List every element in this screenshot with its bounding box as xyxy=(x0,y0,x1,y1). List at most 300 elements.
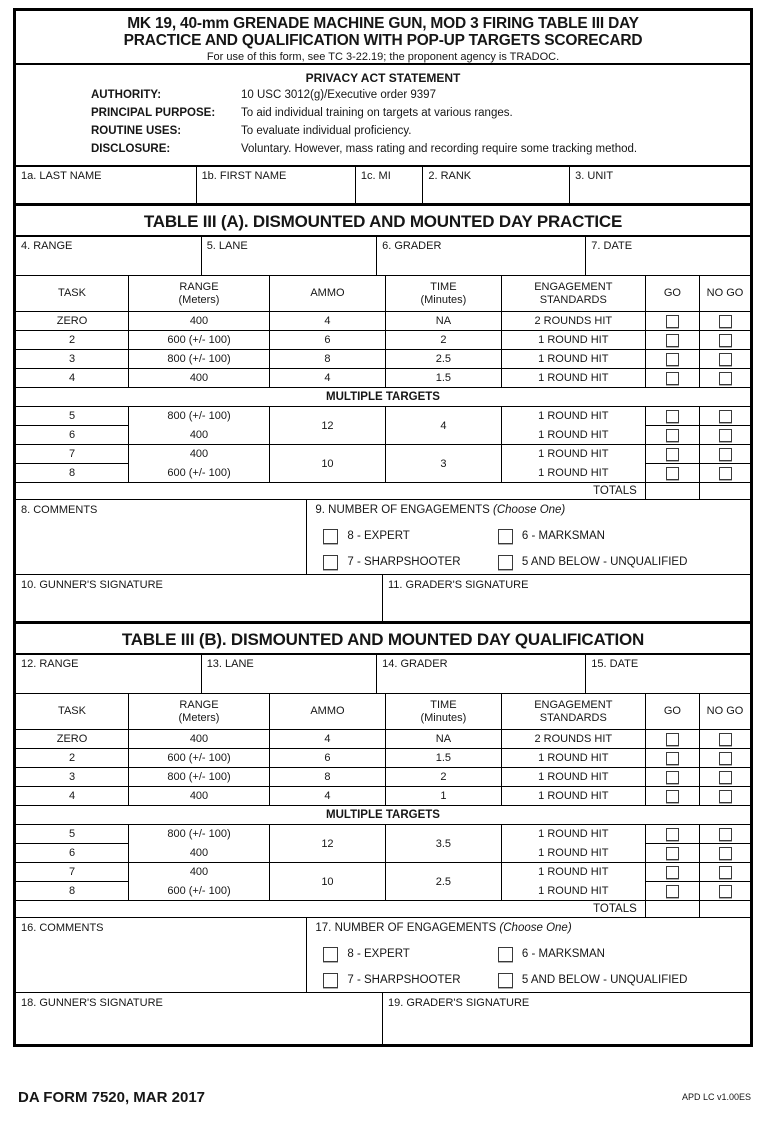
a-unqualified-checkbox[interactable] xyxy=(498,555,513,570)
a-engagements-label: 9. NUMBER OF ENGAGEMENTS xyxy=(315,504,494,516)
task-cell-group xyxy=(16,863,129,900)
task-cell: 6 xyxy=(16,425,128,444)
ammo-header xyxy=(270,694,386,729)
b-unqualified-checkbox[interactable] xyxy=(498,973,513,988)
table-b-group-5-6 xyxy=(16,825,750,863)
b-nogo-checkbox-2[interactable] xyxy=(719,752,732,765)
b-go-checkbox-3[interactable] xyxy=(666,771,679,784)
range-value: 400 xyxy=(189,847,209,859)
title-block xyxy=(16,11,750,65)
privacy-act-statement xyxy=(16,65,750,167)
authority-label: AUTHORITY: xyxy=(91,89,162,101)
table-a-row-3 xyxy=(16,350,750,369)
ammo-cell: 4 xyxy=(270,787,386,805)
b-grader-field[interactable]: 14. GRADER xyxy=(377,655,586,693)
table-b-multiple-targets-banner: MULTIPLE TARGETS xyxy=(16,806,750,825)
a-engagement-options xyxy=(315,523,750,575)
time-cell: 3 xyxy=(386,445,502,482)
time-header-label: TIME xyxy=(430,280,457,293)
go-header xyxy=(646,276,700,311)
option-marksman xyxy=(498,529,750,544)
option-label: 8 - EXPERT xyxy=(347,948,410,960)
nogo-cell xyxy=(700,730,750,748)
time-cell: 1.5 xyxy=(386,369,502,387)
time-header-units: (Minutes) xyxy=(420,293,467,306)
range-cell: 400 xyxy=(129,369,270,387)
ammo-cell: 6 xyxy=(270,331,386,349)
a-engagements-block xyxy=(307,500,750,574)
go-cell-group xyxy=(646,407,700,444)
time-cell: 3.5 xyxy=(386,825,502,862)
range-value: 600 (+/- 100) xyxy=(167,467,231,479)
nogo-cell xyxy=(700,425,750,444)
nogo-header-label: NO GO xyxy=(706,287,744,299)
range-cell: 600 (+/- 100) xyxy=(129,331,270,349)
nogo-cell xyxy=(700,350,750,368)
go-cell xyxy=(646,787,700,805)
principal-purpose-value: To aid individual training on targets at various ranges. xyxy=(241,107,513,119)
time-cell: 2.5 xyxy=(386,863,502,900)
standard-cell-group xyxy=(502,825,646,862)
task-cell-group xyxy=(16,825,129,862)
b-gunner-signature-field[interactable]: 18. GUNNER'S SIGNATURE xyxy=(16,993,383,1044)
range-header-units: (Meters) xyxy=(178,293,220,306)
a-go-checkbox-8[interactable] xyxy=(666,467,679,480)
form-subtitle: For use of this form, see TC 3-22.19; the proponent agency is TRADOC. xyxy=(206,51,560,63)
nogo-cell xyxy=(700,369,750,387)
time-cell: 1 xyxy=(386,787,502,805)
task-header-label: TASK xyxy=(58,705,86,717)
standard-cell-group xyxy=(502,863,646,900)
privacy-row-purpose xyxy=(16,104,750,122)
nogo-cell xyxy=(700,445,750,463)
b-nogo-checkbox-3[interactable] xyxy=(719,771,732,784)
time-cell: 1.5 xyxy=(386,749,502,767)
task-cell: 7 xyxy=(68,866,76,879)
standard-cell: 1 ROUND HIT xyxy=(502,350,646,368)
a-go-total-cell[interactable] xyxy=(646,483,700,499)
standard-cell-group xyxy=(502,445,646,482)
option-row xyxy=(315,549,750,575)
table-b-row-zero xyxy=(16,730,750,749)
nogo-cell xyxy=(700,843,750,862)
range-cell: 600 (+/- 100) xyxy=(129,749,270,767)
go-header-label: GO xyxy=(663,705,681,717)
b-nogo-total-cell[interactable] xyxy=(700,901,750,917)
nogo-cell xyxy=(700,407,750,425)
range-cell-group xyxy=(129,863,270,900)
task-cell: 2 xyxy=(16,331,129,349)
option-unqualified xyxy=(498,973,750,988)
form-title-line1: MK 19, 40-mm GRENADE MACHINE GUN, MOD 3 FIRING TABLE III DAY xyxy=(127,15,639,32)
b-go-checkbox-8[interactable] xyxy=(666,885,679,898)
standard-cell: 2 ROUNDS HIT xyxy=(502,730,646,748)
privacy-header: PRIVACY ACT STATEMENT xyxy=(305,71,461,85)
range-header xyxy=(129,276,270,311)
time-cell: 2.5 xyxy=(386,350,502,368)
a-marksman-checkbox[interactable] xyxy=(498,529,513,544)
option-label: 6 - MARKSMAN xyxy=(521,530,605,542)
a-nogo-checkbox-zero[interactable] xyxy=(719,315,732,328)
go-cell xyxy=(646,463,699,482)
form-version: APD LC v1.00ES xyxy=(681,1092,751,1102)
range-value: 400 xyxy=(189,448,209,460)
go-header-label: GO xyxy=(663,287,681,299)
table-a-comments-row xyxy=(16,500,750,575)
b-go-total-cell[interactable] xyxy=(646,901,700,917)
unit-field[interactable]: 3. UNIT xyxy=(575,170,614,182)
go-header xyxy=(646,694,700,729)
standard-value: 1 ROUND HIT xyxy=(538,429,609,441)
table-a-banner: TABLE III (A). DISMOUNTED AND MOUNTED DAY PRACTICE xyxy=(16,206,750,237)
time-cell: NA xyxy=(386,312,502,330)
go-cell-group xyxy=(646,863,700,900)
rank-field[interactable]: 2. RANK xyxy=(423,167,570,203)
standard-value: 1 ROUND HIT xyxy=(538,885,609,897)
b-lane-field[interactable]: 13. LANE xyxy=(202,655,377,693)
b-nogo-checkbox-zero[interactable] xyxy=(719,733,732,746)
go-cell-group xyxy=(646,825,700,862)
table-b-header-row xyxy=(16,694,750,730)
go-cell xyxy=(646,863,699,881)
go-cell xyxy=(646,881,699,900)
task-header xyxy=(16,276,129,311)
go-cell xyxy=(646,407,699,425)
a-go-checkbox-6[interactable] xyxy=(666,429,679,442)
option-unqualified xyxy=(498,555,750,570)
table-a-group-7-8 xyxy=(16,445,750,483)
table-a-info-row xyxy=(16,237,750,276)
range-value: 400 xyxy=(189,429,209,441)
time-header-label: TIME xyxy=(430,698,457,711)
option-sharpshooter xyxy=(315,973,498,988)
form-number: DA FORM 7520, MAR 2017 xyxy=(18,1089,206,1106)
time-header xyxy=(386,276,502,311)
task-cell: 5 xyxy=(68,410,76,423)
task-cell: 5 xyxy=(68,828,76,841)
first-name-field[interactable]: 1b. FIRST NAME xyxy=(197,167,356,203)
task-cell-group xyxy=(16,445,129,482)
option-label: 6 - MARKSMAN xyxy=(521,948,605,960)
range-header xyxy=(129,694,270,729)
standard-value: 1 ROUND HIT xyxy=(538,410,609,422)
b-engagement-options xyxy=(315,941,750,993)
nogo-cell-group xyxy=(700,825,750,862)
routine-uses-value: To evaluate individual proficiency. xyxy=(241,125,412,137)
b-expert-checkbox[interactable] xyxy=(323,947,338,962)
a-comments-field[interactable]: 8. COMMENTS xyxy=(16,500,307,574)
a-date-field[interactable]: 7. DATE xyxy=(591,240,633,252)
range-cell: 400 xyxy=(129,730,270,748)
totals-label: TOTALS xyxy=(16,483,646,499)
nogo-cell xyxy=(700,312,750,330)
a-nogo-checkbox-3[interactable] xyxy=(719,353,732,366)
go-cell xyxy=(646,331,700,349)
last-name-field[interactable]: 1a. LAST NAME xyxy=(16,167,197,203)
ammo-cell: 4 xyxy=(270,369,386,387)
range-cell: 400 xyxy=(129,312,270,330)
option-row xyxy=(315,523,750,549)
task-cell: 8 xyxy=(16,881,128,900)
task-header xyxy=(16,694,129,729)
totals-label: TOTALS xyxy=(16,901,646,917)
range-cell-group xyxy=(129,825,270,862)
a-nogo-checkbox-2[interactable] xyxy=(719,334,732,347)
option-sharpshooter xyxy=(315,555,498,570)
a-go-checkbox-7[interactable] xyxy=(666,448,679,461)
option-row xyxy=(315,967,750,993)
time-cell: 2 xyxy=(386,331,502,349)
nogo-cell-group xyxy=(700,407,750,444)
task-cell: ZERO xyxy=(16,312,129,330)
b-nogo-checkbox-7[interactable] xyxy=(719,866,732,879)
table-b-info-row xyxy=(16,655,750,694)
table-a-row-2 xyxy=(16,331,750,350)
standard-value: 1 ROUND HIT xyxy=(538,828,609,840)
range-cell: 800 (+/- 100) xyxy=(129,350,270,368)
nogo-cell xyxy=(700,825,750,843)
standard-cell: 1 ROUND HIT xyxy=(502,749,646,767)
option-expert xyxy=(315,529,498,544)
go-cell xyxy=(646,312,700,330)
a-go-checkbox-5[interactable] xyxy=(666,410,679,423)
b-go-checkbox-6[interactable] xyxy=(666,847,679,860)
standards-header-line1: ENGAGEMENT xyxy=(534,698,613,711)
a-range-field[interactable]: 4. RANGE xyxy=(16,237,202,275)
standard-value: 1 ROUND HIT xyxy=(538,847,609,859)
a-go-checkbox-4[interactable] xyxy=(666,372,679,385)
nogo-header xyxy=(700,694,750,729)
b-date-field[interactable]: 15. DATE xyxy=(591,658,639,670)
table-b-signature-row xyxy=(16,993,750,1044)
a-lane-field[interactable]: 5. LANE xyxy=(202,237,377,275)
a-nogo-total-cell[interactable] xyxy=(700,483,750,499)
range-header-label: RANGE xyxy=(179,280,219,293)
go-cell xyxy=(646,768,700,786)
nogo-header-label: NO GO xyxy=(706,705,744,717)
table-a-row-zero xyxy=(16,312,750,331)
ammo-cell: 8 xyxy=(270,350,386,368)
b-go-checkbox-5[interactable] xyxy=(666,828,679,841)
option-row xyxy=(315,941,750,967)
privacy-row-disclosure xyxy=(16,140,750,158)
go-cell xyxy=(646,730,700,748)
option-label: 5 AND BELOW - UNQUALIFIED xyxy=(521,556,688,568)
b-nogo-checkbox-8[interactable] xyxy=(719,885,732,898)
nogo-cell xyxy=(700,768,750,786)
b-nogo-checkbox-4[interactable] xyxy=(719,790,732,803)
a-nogo-checkbox-8[interactable] xyxy=(719,467,732,480)
go-cell xyxy=(646,369,700,387)
go-cell xyxy=(646,825,699,843)
go-cell-group xyxy=(646,445,700,482)
range-cell: 400 xyxy=(129,787,270,805)
routine-uses-label: ROUTINE USES: xyxy=(91,125,182,137)
nogo-cell xyxy=(700,463,750,482)
identity-row xyxy=(16,167,750,206)
ammo-cell: 4 xyxy=(270,312,386,330)
form-title-line2: PRACTICE AND QUALIFICATION WITH POP-UP TARGETS SCORECARD xyxy=(123,32,643,49)
b-engagements-block xyxy=(307,918,750,992)
a-grader-field[interactable]: 6. GRADER xyxy=(377,237,586,275)
task-cell: 7 xyxy=(68,448,76,461)
table-b-row-2 xyxy=(16,749,750,768)
a-nogo-checkbox-4[interactable] xyxy=(719,372,732,385)
nogo-cell-group xyxy=(700,445,750,482)
nogo-cell-group xyxy=(700,863,750,900)
standard-cell: 1 ROUND HIT xyxy=(502,369,646,387)
standards-header-line2: STANDARDS xyxy=(539,711,607,724)
nogo-cell xyxy=(700,881,750,900)
time-cell: NA xyxy=(386,730,502,748)
standards-header xyxy=(502,276,646,311)
table-b-totals-row xyxy=(16,901,750,918)
b-engagements-label: 17. NUMBER OF ENGAGEMENTS xyxy=(315,922,500,934)
b-go-checkbox-zero[interactable] xyxy=(666,733,679,746)
standard-cell: 1 ROUND HIT xyxy=(502,768,646,786)
option-label: 5 AND BELOW - UNQUALIFIED xyxy=(521,974,688,986)
ammo-cell: 10 xyxy=(270,445,386,482)
b-go-checkbox-7[interactable] xyxy=(666,866,679,879)
nogo-cell xyxy=(700,787,750,805)
standards-header xyxy=(502,694,646,729)
b-comments-field[interactable]: 16. COMMENTS xyxy=(16,918,307,992)
standard-cell: 2 ROUNDS HIT xyxy=(502,312,646,330)
task-cell: 6 xyxy=(16,843,128,862)
time-header xyxy=(386,694,502,729)
table-b-comments-row xyxy=(16,918,750,993)
task-cell: 8 xyxy=(16,463,128,482)
a-expert-checkbox[interactable] xyxy=(323,529,338,544)
range-cell: 800 (+/- 100) xyxy=(129,768,270,786)
option-label: 8 - EXPERT xyxy=(347,530,410,542)
da-form-7520 xyxy=(13,8,753,1047)
standard-cell: 1 ROUND HIT xyxy=(502,787,646,805)
table-b-group-7-8 xyxy=(16,863,750,901)
time-header-units: (Minutes) xyxy=(420,711,467,724)
nogo-cell xyxy=(700,749,750,767)
time-cell: 2 xyxy=(386,768,502,786)
standard-value: 1 ROUND HIT xyxy=(538,467,609,479)
task-header-label: TASK xyxy=(58,287,86,299)
table-a-group-5-6 xyxy=(16,407,750,445)
range-header-units: (Meters) xyxy=(178,711,220,724)
standards-header-line1: ENGAGEMENT xyxy=(534,280,613,293)
a-go-checkbox-zero[interactable] xyxy=(666,315,679,328)
a-nogo-checkbox-7[interactable] xyxy=(719,448,732,461)
standard-cell-group xyxy=(502,407,646,444)
b-nogo-checkbox-5[interactable] xyxy=(719,828,732,841)
authority-value: 10 USC 3012(g)/Executive order 9397 xyxy=(241,89,436,101)
range-value: 400 xyxy=(189,866,209,878)
privacy-row-authority xyxy=(16,86,750,104)
standard-value: 1 ROUND HIT xyxy=(538,866,609,878)
time-cell: 4 xyxy=(386,407,502,444)
nogo-header xyxy=(700,276,750,311)
standard-value: 1 ROUND HIT xyxy=(538,448,609,460)
go-cell xyxy=(646,350,700,368)
nogo-cell xyxy=(700,331,750,349)
ammo-cell: 12 xyxy=(270,825,386,862)
range-cell-group xyxy=(129,445,270,482)
range-value: 800 (+/- 100) xyxy=(167,410,231,422)
ammo-cell: 10 xyxy=(270,863,386,900)
ammo-cell: 12 xyxy=(270,407,386,444)
b-range-field[interactable]: 12. RANGE xyxy=(16,655,202,693)
ammo-header xyxy=(270,276,386,311)
range-value: 800 (+/- 100) xyxy=(167,828,231,840)
task-cell-group xyxy=(16,407,129,444)
task-cell: 2 xyxy=(16,749,129,767)
b-go-checkbox-2[interactable] xyxy=(666,752,679,765)
go-cell xyxy=(646,425,699,444)
go-cell xyxy=(646,445,699,463)
task-cell: 3 xyxy=(16,350,129,368)
b-go-checkbox-4[interactable] xyxy=(666,790,679,803)
disclosure-label: DISCLOSURE: xyxy=(91,143,171,155)
table-a-row-4 xyxy=(16,369,750,388)
option-expert xyxy=(315,947,498,962)
a-engagements-note: (Choose One) xyxy=(493,504,566,516)
b-grader-signature-field[interactable]: 19. GRADER'S SIGNATURE xyxy=(388,997,530,1009)
go-cell xyxy=(646,749,700,767)
a-nogo-checkbox-6[interactable] xyxy=(719,429,732,442)
table-a-multiple-targets-banner: MULTIPLE TARGETS xyxy=(16,388,750,407)
a-sharpshooter-checkbox[interactable] xyxy=(323,555,338,570)
form-footer xyxy=(13,1089,753,1106)
task-cell: 4 xyxy=(16,787,129,805)
a-go-checkbox-2[interactable] xyxy=(666,334,679,347)
table-b-banner: TABLE III (B). DISMOUNTED AND MOUNTED DAY QUALIFICATION xyxy=(16,624,750,655)
a-grader-signature-field[interactable]: 11. GRADER'S SIGNATURE xyxy=(388,579,529,591)
a-go-checkbox-3[interactable] xyxy=(666,353,679,366)
option-marksman xyxy=(498,947,750,962)
standards-header-line2: STANDARDS xyxy=(539,293,607,306)
ammo-header-label: AMMO xyxy=(310,287,345,299)
a-nogo-checkbox-5[interactable] xyxy=(719,410,732,423)
b-nogo-checkbox-6[interactable] xyxy=(719,847,732,860)
range-cell-group xyxy=(129,407,270,444)
b-marksman-checkbox[interactable] xyxy=(498,947,513,962)
privacy-row-routine-uses xyxy=(16,122,750,140)
ammo-cell: 6 xyxy=(270,749,386,767)
task-cell: 3 xyxy=(16,768,129,786)
nogo-cell xyxy=(700,863,750,881)
table-a-signature-row xyxy=(16,575,750,624)
ammo-header-label: AMMO xyxy=(310,705,345,717)
table-a-header-row xyxy=(16,276,750,312)
mi-field[interactable]: 1c. MI xyxy=(356,167,424,203)
range-value: 600 (+/- 100) xyxy=(167,885,231,897)
table-b-row-4 xyxy=(16,787,750,806)
go-cell xyxy=(646,843,699,862)
range-header-label: RANGE xyxy=(179,698,219,711)
option-label: 7 - SHARPSHOOTER xyxy=(347,974,461,986)
b-engagements-note: (Choose One) xyxy=(499,922,572,934)
option-label: 7 - SHARPSHOOTER xyxy=(347,556,461,568)
b-sharpshooter-checkbox[interactable] xyxy=(323,973,338,988)
principal-purpose-label: PRINCIPAL PURPOSE: xyxy=(91,107,216,119)
disclosure-value: Voluntary. However, mass rating and recording require some tracking method. xyxy=(241,143,638,155)
a-gunner-signature-field[interactable]: 10. GUNNER'S SIGNATURE xyxy=(16,575,383,621)
ammo-cell: 4 xyxy=(270,730,386,748)
task-cell: 4 xyxy=(16,369,129,387)
ammo-cell: 8 xyxy=(270,768,386,786)
task-cell: ZERO xyxy=(16,730,129,748)
standard-cell: 1 ROUND HIT xyxy=(502,331,646,349)
table-a-totals-row xyxy=(16,483,750,500)
table-b-row-3 xyxy=(16,768,750,787)
